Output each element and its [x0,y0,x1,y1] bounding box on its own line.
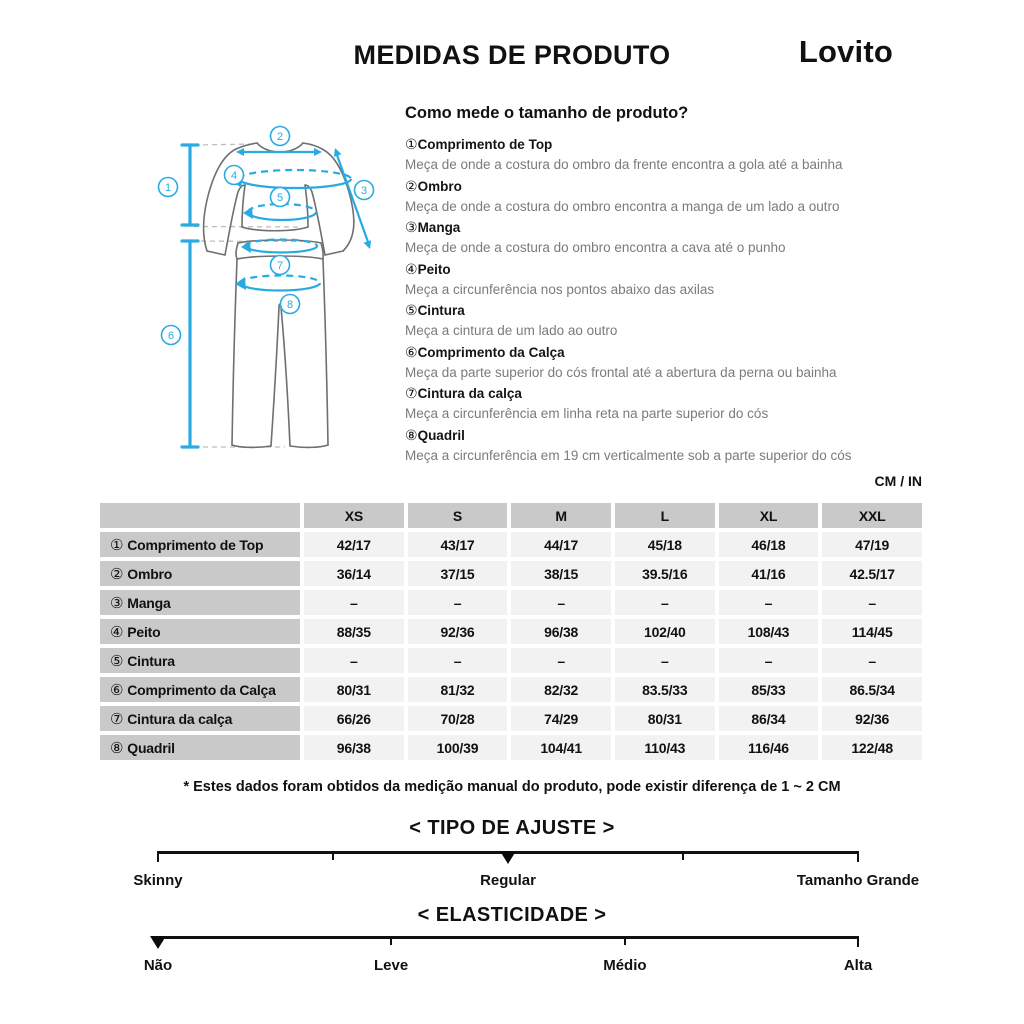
measure-instruction [405,425,935,467]
instruction-number: ⑤ [405,302,418,318]
instruction-description: Meça a circunferência nos pontos abaixo das axilas [405,281,715,297]
size-value-cell: 92/36 [822,706,922,731]
row-label [100,561,300,586]
measure-instruction [405,383,935,425]
row-measure-name: Cintura [127,652,175,669]
row-number: ① [110,536,124,554]
instruction-label: Peito [417,261,451,277]
instruction-title [405,342,935,363]
measure-shoulder [236,148,322,156]
size-value-cell: 81/32 [408,677,508,702]
row-number: ③ [110,594,124,612]
table-row [100,677,922,702]
size-value-cell: 82/32 [511,677,611,702]
size-value-cell: 38/15 [511,561,611,586]
fit-scale-label: Tamanho Grande [796,872,920,889]
callout-3-number: 3 [360,185,368,197]
callout-5-number: 5 [276,192,284,204]
size-value-cell: 104/41 [511,735,611,760]
unit-label: CM / IN [874,473,922,489]
instruction-label: Cintura da calça [417,386,522,401]
callout-7-number: 7 [276,260,284,272]
instruction-label: Cintura [417,303,465,318]
instruction-label: Quadril [417,427,465,443]
fit-type-heading: < TIPO DE AJUSTE > [409,817,615,839]
instruction-number: ③ [405,219,418,235]
callout-4-number: 4 [230,170,238,182]
instruction-label: Comprimento da Calça [417,344,565,360]
instruction-description: Meça a cintura de um lado ao outro [405,323,618,338]
callout-1-number: 1 [164,182,172,194]
scale-tick [624,936,626,945]
size-value-cell: – [408,648,508,673]
table-header-row [100,503,922,528]
row-number: ⑥ [110,681,124,699]
size-value-cell: 42.5/17 [822,561,922,586]
measure-instructions [405,104,935,466]
row-measure-name: Quadril [127,739,175,756]
measure-instruction [405,300,935,342]
table-row [100,706,922,731]
instruction-number: ① [405,136,418,152]
row-number: ⑧ [110,739,124,757]
row-label [100,677,300,702]
fit-type-scale [133,851,920,903]
size-table [96,499,926,764]
measure-marks [159,127,374,448]
measure-instruction [405,134,935,176]
row-label [100,532,300,557]
row-number: ② [110,565,124,583]
size-value-cell: 46/18 [719,532,819,557]
size-value-cell: 39.5/16 [615,561,715,586]
size-value-cell: – [822,590,922,615]
measure-hip [235,276,320,291]
size-value-cell: 37/15 [408,561,508,586]
elasticity-scale-label: Leve [373,957,409,974]
table-row [100,561,922,586]
size-value-cell: 92/36 [408,619,508,644]
instruction-number: ② [405,177,418,194]
row-label [100,648,300,673]
row-label [100,619,300,644]
size-value-cell: 85/33 [719,677,819,702]
size-value-cell: – [719,590,819,615]
column-header-xs: XS [304,503,404,528]
size-value-cell: – [511,590,611,615]
size-value-cell: 70/28 [408,706,508,731]
instruction-description: Meça a circunferência em 19 cm verticalmente sob a parte superior do cós [405,447,852,463]
scale-tick [157,851,159,862]
size-value-cell: 74/29 [511,706,611,731]
elasticity-scale-line [158,936,858,939]
fit-scale-label: Skinny [133,872,183,889]
size-value-cell: 122/48 [822,735,922,760]
size-value-cell: 83.5/33 [615,677,715,702]
garment-measure-diagram [135,103,415,473]
row-number: ④ [110,623,124,641]
instruction-title [405,300,935,321]
elasticity-scale [143,936,873,988]
size-value-cell: 88/35 [304,619,404,644]
measure-top-length [182,145,198,225]
instruction-label: Ombro [417,178,462,194]
size-value-cell: 86.5/34 [822,677,922,702]
measure-chest [231,170,351,188]
row-measure-name: Peito [127,623,161,640]
row-measure-name: Manga [127,594,171,611]
column-header-l: L [615,503,715,528]
instructions-heading: Como mede o tamanho de produto? [405,104,689,122]
size-value-cell: 116/46 [719,735,819,760]
column-header-s: S [408,503,508,528]
measure-instruction [405,217,935,259]
row-measure-name: Comprimento de Top [127,536,264,553]
size-value-cell: 108/43 [719,619,819,644]
row-number: ⑦ [110,710,124,728]
instruction-title [405,425,935,446]
elasticity-scale-label: Não [143,957,173,974]
size-value-cell: 42/17 [304,532,404,557]
size-value-cell: 43/17 [408,532,508,557]
size-value-cell: 86/34 [719,706,819,731]
size-value-cell: 110/43 [615,735,715,760]
row-measure-name: Comprimento da Calça [127,681,276,698]
instruction-title [405,217,935,238]
instruction-description: Meça de onde a costura do ombro da frente encontra a gola até a bainha [405,157,843,172]
size-value-cell: 96/38 [511,619,611,644]
callout-6-number: 6 [167,330,175,342]
column-header-m: M [511,503,611,528]
instruction-number: ④ [405,260,418,277]
instruction-title [405,259,935,280]
column-header-xl: XL [719,503,819,528]
table-row [100,648,922,673]
page-title: MEDIDAS DE PRODUTO [353,40,671,70]
elasticity-marker-icon [150,936,166,949]
instruction-description: Meça a circunferência em linha reta na parte superior do cós [405,406,769,421]
size-value-cell: 66/26 [304,706,404,731]
instruction-description: Meça de onde a costura do ombro encontra a manga de um lado a outro [405,198,840,214]
row-number: ⑤ [110,652,124,670]
size-value-cell: – [719,648,819,673]
instruction-number: ⑧ [405,426,418,443]
scale-tick [390,936,392,945]
size-value-cell: 36/14 [304,561,404,586]
instruction-title [405,383,935,404]
table-row [100,619,922,644]
size-value-cell: 80/31 [615,706,715,731]
scale-tick [857,851,859,862]
instruction-description: Meça da parte superior do cós frontal até a abertura da perna ou bainha [405,364,837,380]
scale-tick [332,851,334,860]
brand-logo: Lovito [798,34,893,69]
measure-pants-length [182,241,198,447]
size-value-cell: 45/18 [615,532,715,557]
callout-8-number: 8 [286,299,294,311]
size-value-cell: – [511,648,611,673]
row-measure-name: Ombro [127,565,173,582]
measure-instruction [405,342,935,384]
size-value-cell: 102/40 [615,619,715,644]
size-value-cell: 80/31 [304,677,404,702]
instruction-label: Comprimento de Top [417,137,553,152]
instruction-title [405,134,935,155]
table-row [100,532,922,557]
instruction-number: ⑦ [405,385,418,401]
size-value-cell: 47/19 [822,532,922,557]
row-label [100,590,300,615]
row-label [100,706,300,731]
column-header-xxl: XXL [822,503,922,528]
size-value-cell: 44/17 [511,532,611,557]
instruction-description: Meça de onde a costura do ombro encontra a cava até o punho [405,240,786,255]
size-value-cell: – [304,648,404,673]
size-value-cell: 96/38 [304,735,404,760]
elasticity-heading: < ELASTICIDADE > [417,904,607,926]
size-value-cell: – [822,648,922,673]
row-label [100,735,300,760]
instruction-label: Manga [417,220,461,235]
measure-instruction [405,176,935,218]
elasticity-scale-label: Alta [843,957,873,974]
measurement-disclaimer: * Estes dados foram obtidos da medição manual do produto, pode existir diferença de 1 ~ 2 CM [183,779,841,795]
callout-2-number: 2 [276,131,284,143]
instruction-number: ⑥ [405,343,418,360]
elasticity-scale-label: Médio [603,957,647,974]
table-row [100,735,922,760]
table-row [100,590,922,615]
measure-instruction [405,259,935,301]
scale-tick [857,936,859,947]
table-corner-cell [100,503,300,528]
size-value-cell: 114/45 [822,619,922,644]
size-value-cell: – [408,590,508,615]
scale-tick [682,851,684,860]
instruction-title [405,176,935,197]
size-value-cell: – [615,590,715,615]
size-value-cell: 41/16 [719,561,819,586]
size-value-cell: – [615,648,715,673]
row-measure-name: Cintura da calça [127,710,233,727]
size-value-cell: – [304,590,404,615]
fit-scale-label: Regular [480,872,536,889]
size-value-cell: 100/39 [408,735,508,760]
fit-marker-icon [500,851,516,864]
